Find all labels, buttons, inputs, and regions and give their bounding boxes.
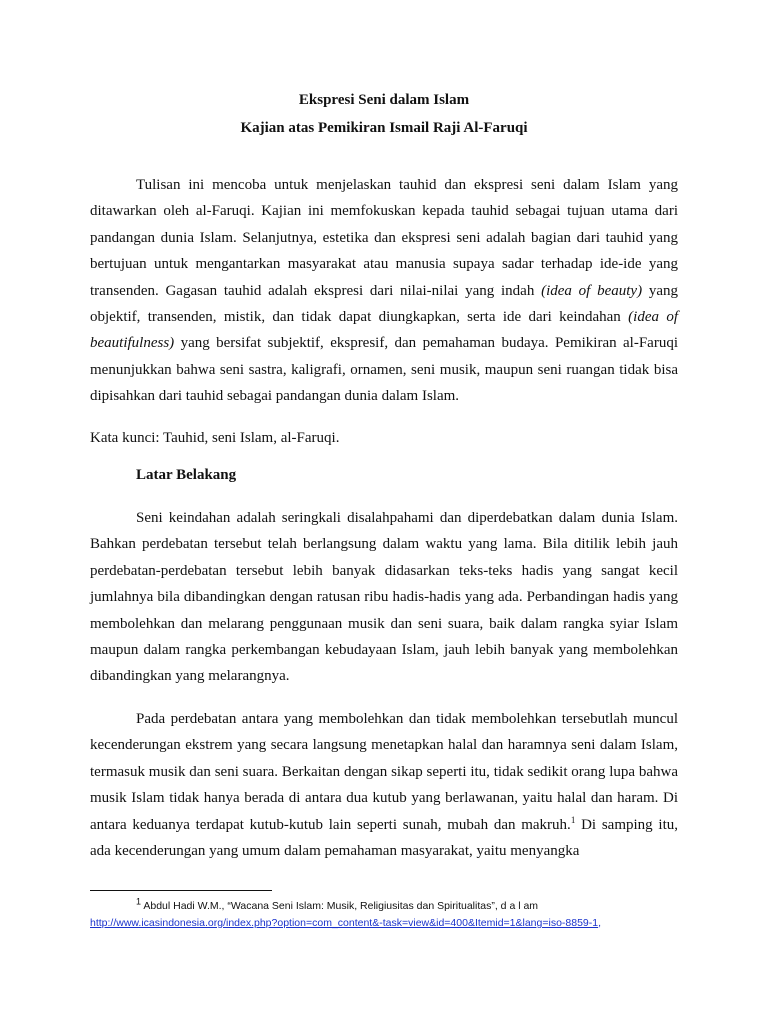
document-subtitle: Kajian atas Pemikiran Ismail Raji Al-Faruqi [240,120,528,136]
abstract-text-1: Tulisan ini mencoba untuk menjelaskan tauhid dan ekspresi seni dalam Islam yang ditawarkan oleh al-Faruqi. Kajian ini memfokuskan kepada tauhid sebagai tujuan utama dari pandangan dunia Islam. Selanjutnya, estetika dan ekspresi seni adalah bagian dari tauhid yang bertujuan untuk mengantarkan masyarakat atau manusia supaya sadar terhadap ide-ide yang transenden. Gagasan tauhid adalah ekspresi dari nilai-nilai yang indah [90,177,678,299]
footnote-reference[interactable]: 1 [570,814,576,825]
keywords: Kata kunci: Tauhid, seni Islam, al-Faruqi. [90,430,340,446]
paragraph-2-text-before: Pada perdebatan antara yang membolehkan dan tidak membolehkan tersebutlah muncul kecenderungan ekstrem yang secara langsung menetapkan halal dan haramnya seni dalam Islam, termasuk musik dan seni suara. Berkaitan dengan sikap seperti itu, tidak sedikit orang lupa bahwa musik Islam tidak hanya berada di antara dua kutub yang berlawanan, yaitu halal dan haram. Di antara keduanya terdapat kutub-kutub lain seperti sunah, mubah dan makruh. [90,711,678,833]
footnote-link-line [90,915,680,932]
document-title: Ekspresi Seni dalam Islam [298,92,470,108]
abstract-text-2: yang objektif, transenden, mistik, dan tidak dapat diungkapkan, serta ide dari keindahan [90,282,678,326]
footnote-link[interactable]: http://www.icasindonesia.org/index.php?option=com_content&-task=view&id=400&Itemid=1&lang=iso-8859-1 [90,917,599,929]
abstract-italic-2: (idea of beautifulness) [90,309,678,352]
footnote-divider [90,890,272,891]
footnote-citation: Abdul Hadi W.M., “Wacana Seni Islam: Musik, Religiusitas dan Spiritualitas”, d a l am [141,900,539,912]
abstract-paragraph [90,172,678,410]
body-paragraph-2 [90,706,678,864]
paragraph-2-text-after: Di samping itu, ada kecenderungan yang umum dalam pemahaman masyarakat, yaitu menyangka [90,816,678,860]
footnote-number: 1 [136,896,142,907]
abstract-text-3: yang bersifat subjektif, ekspresif, dan pemahaman budaya. Pemikiran al-Faruqi menunjukkan bahwa seni sastra, kaligrafi, ornamen, seni musik, maupun seni ruangan tidak bisa dipisahkan dari tauhid sebagai pandangan dunia dalam Islam. [90,335,678,405]
footnote-text [90,898,680,915]
body-paragraph-1: Seni keindahan adalah seringkali disalahpahami dan diperdebatkan dalam dunia Islam. Bahkan perdebatan tersebut telah berlangsung dalam waktu yang lama. Bila ditilik lebih jauh perdebatan-perdebatan tersebut lebih banyak didasarkan teks-teks hadis yang sangat kecil jumlahnya bila dibandingkan dengan ratusan ribu hadis-hadis yang ada. Perbandingan hadis yang membolehkan dan melarang penggunaan musik dan seni suara, baik dalam rangka syiar Islam maupun dalam rangka perkembangan kebudayaan Islam, jauh lebih banyak yang membolehkan dibandingkan yang melarangnya. [90,510,678,685]
footnote-trailing: , [598,917,602,929]
abstract-italic-1: (idea of beauty) [541,282,643,299]
section-heading: Latar Belakang [136,467,237,483]
